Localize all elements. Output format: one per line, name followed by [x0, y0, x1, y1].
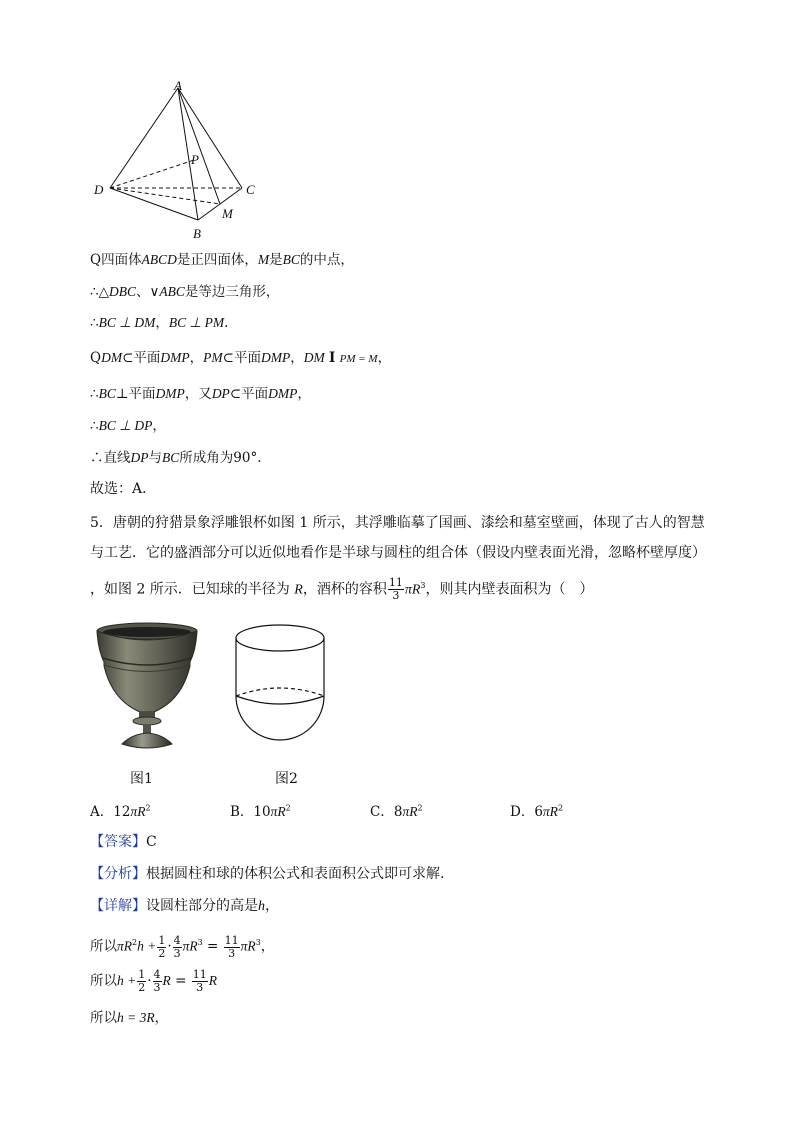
silver-cup-photo — [92, 620, 202, 752]
cup-model-diagram — [230, 622, 330, 750]
tetrahedron-figure — [90, 78, 270, 243]
option-c[interactable]: C．$8\pi R^2$ — [370, 803, 423, 820]
proof-line-4: QDM⊂平面DMP，PM⊂平面DMP，DM I PM = M， — [90, 350, 392, 366]
proof-line-6: ∴BC ⊥ DP， — [90, 418, 166, 434]
analysis-tag: 【分析】 — [90, 866, 146, 882]
option-a[interactable]: A．$12\pi R^2$ — [90, 803, 151, 820]
equation-1: 所以$\pi R^2h$ + $\frac{1}{2}$ · $\frac{4}{3}$ $\pi R^3$ = $\frac{11}{3}$ $\pi R^3$， — [90, 933, 275, 960]
detail-tag: 【详解】 — [90, 898, 146, 914]
volume-fraction: $\frac{11}{3}$ — [388, 576, 403, 603]
answer-line — [90, 832, 157, 852]
figure-2-caption: 图2 — [275, 771, 298, 787]
answer-tag: 【答案】 — [90, 834, 146, 850]
proof-line-1: Q四面体ABCD是正四面体，M是BC的中点， — [90, 252, 354, 268]
label-a: A — [174, 78, 182, 93]
detail-line: 【详解】设圆柱部分的高是h， — [90, 898, 279, 914]
answer-value: C — [146, 834, 157, 850]
option-d[interactable]: D．$6\pi R^2$ — [510, 803, 564, 820]
proof-conclusion: 故选：A． — [90, 481, 157, 497]
proof-line-3: ∴BC ⊥ DM，BC ⊥ PM. — [90, 315, 229, 331]
question-5-text: 5．唐朝的狩猎景象浮雕银杯如图 1 所示，其浮雕临摹了国画、漆绘和墓室壁画，体现了古人的智慧 与工艺．它的盛酒部分可以近似地看作是半球与圆柱的组合体（假设内壁表面光滑，忽略杯壁厚度） ，如图 2 所示．已知球的半径为 R，酒杯的容积 $\frac{11}{3}$ $\pi R^3$，则其内壁表面积为（ ） — [90, 515, 706, 603]
proof-line-2: ∴△DBC、∨ABC是等边三角形， — [90, 284, 280, 300]
label-p: P — [191, 152, 199, 167]
label-c: C — [246, 182, 255, 197]
label-m: M — [222, 206, 233, 221]
proof-line-7: ∴直线DP与BC所成角为90°. — [90, 450, 262, 466]
label-b: B — [193, 226, 201, 241]
analysis-line: 【分析】根据圆柱和球的体积公式和表面积公式即可求解. — [90, 866, 445, 882]
proof-line-5: ∴BC⊥平面DMP，又DP⊂平面DMP， — [90, 386, 311, 402]
equation-2: 所以h + $\frac{1}{2}$ · $\frac{4}{3}$ R = $\frac{11}{3}$ R — [90, 968, 217, 994]
label-d: D — [94, 182, 104, 197]
figure-1-caption: 图1 — [130, 771, 153, 787]
equation-3: 所以h = 3R， — [90, 1010, 169, 1026]
option-b[interactable]: B．$10\pi R^2$ — [230, 803, 291, 820]
